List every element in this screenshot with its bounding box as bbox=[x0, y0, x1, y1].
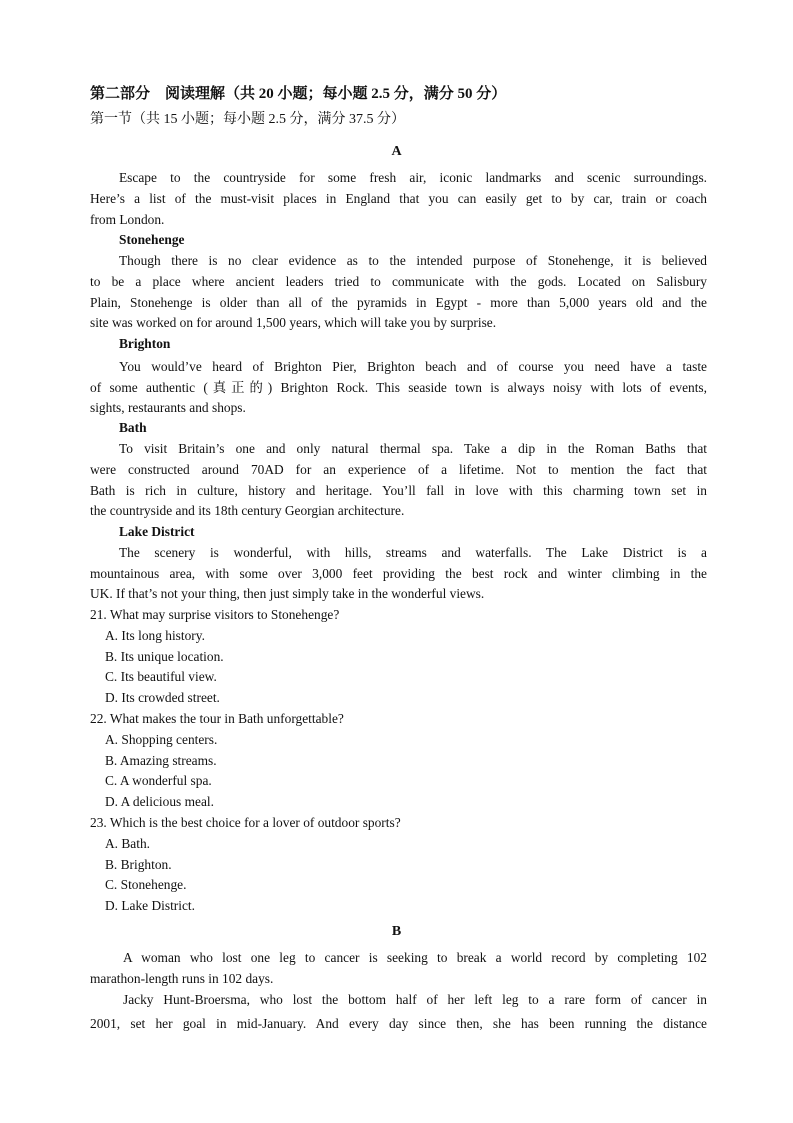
question-23-option-d: D. Lake District. bbox=[105, 898, 195, 913]
question-23-option-b: B. Brighton. bbox=[105, 857, 172, 872]
paragraph-line: Though there is no clear evidence as to the intended purpose of Stonehenge, it is believed bbox=[119, 253, 707, 268]
question-23-stem: 23. Which is the best choice for a lover of outdoor sports? bbox=[90, 815, 401, 830]
paragraph-line: marathon-length runs in 102 days. bbox=[90, 971, 274, 986]
question-21-option-a: A. Its long history. bbox=[105, 628, 205, 643]
passage-a-letter: A bbox=[391, 144, 402, 159]
question-23-option-c: C. Stonehenge. bbox=[105, 877, 187, 892]
question-22-option-c: C. A wonderful spa. bbox=[105, 773, 212, 788]
paragraph-line: 2001, set her goal in mid-January. And every day since then, she has been running the distance bbox=[90, 1016, 707, 1031]
paragraph-line: A woman who lost one leg to cancer is seeking to break a world record by completing 102 bbox=[123, 950, 707, 965]
paragraph-line: UK. If that’s not your thing, then just simply take in the wonderful views. bbox=[90, 586, 485, 601]
part-title: 第二部分 阅读理解（共 20 小题；每小题 2.5 分，满分 50 分） bbox=[90, 86, 507, 102]
paragraph-line: To visit Britain’s one and only natural thermal spa. Take a dip in the Roman Baths that bbox=[119, 441, 707, 456]
question-21-option-c: C. Its beautiful view. bbox=[105, 669, 217, 684]
passage-b-letter: B bbox=[391, 924, 402, 939]
question-22-option-a: A. Shopping centers. bbox=[105, 732, 218, 747]
intro-line: from London. bbox=[90, 212, 165, 227]
paragraph-line: sights, restaurants and shops. bbox=[90, 400, 246, 415]
paragraph-line: Plain, Stonehenge is older than all of the pyramids in Egypt - more than 5,000 years old and the bbox=[90, 295, 707, 310]
section-heading-bath: Bath bbox=[119, 420, 147, 435]
section-heading-brighton: Brighton bbox=[119, 336, 171, 351]
paragraph-line: were constructed around 70AD for an experience of a lifetime. Not to mention the fact that bbox=[90, 462, 707, 477]
paragraph-line: site was worked on for around 1,500 years, which will take you by surprise. bbox=[90, 315, 497, 330]
intro-line: Here’s a list of the must-visit places in England that you can easily get to by car, train or coach bbox=[90, 191, 707, 206]
question-21-stem: 21. What may surprise visitors to Stonehenge? bbox=[90, 607, 340, 622]
paragraph-line: to be a place where ancient leaders tried to communicate with the gods. Located on Salisbury bbox=[90, 274, 707, 289]
paragraph-line: the countryside and its 18th century Georgian architecture. bbox=[90, 503, 405, 518]
question-21-option-b: B. Its unique location. bbox=[105, 649, 224, 664]
paragraph-line: Bath is rich in culture, history and heritage. You’ll fall in love with this charming town set in bbox=[90, 483, 707, 498]
section-heading-stonehenge: Stonehenge bbox=[119, 232, 185, 247]
intro-line: Escape to the countryside for some fresh air, iconic landmarks and scenic surroundings. bbox=[119, 170, 707, 185]
paragraph-line: mountainous area, with some over 3,000 feet providing the best rock and winter climbing in the bbox=[90, 566, 707, 581]
question-21-option-d: D. Its crowded street. bbox=[105, 690, 220, 705]
paragraph-line: The scenery is wonderful, with hills, streams and waterfalls. The Lake District is a bbox=[119, 545, 707, 560]
question-22-stem: 22. What makes the tour in Bath unforgettable? bbox=[90, 711, 344, 726]
paragraph-line: of some authentic (真正的) Brighton Rock. This seaside town is always noisy with lots of events, bbox=[90, 380, 707, 395]
question-22-option-b: B. Amazing streams. bbox=[105, 753, 217, 768]
paragraph-line: Jacky Hunt-Broersma, who lost the bottom half of her left leg to a rare form of cancer in bbox=[123, 992, 707, 1007]
question-22-option-d: D. A delicious meal. bbox=[105, 794, 214, 809]
question-23-option-a: A. Bath. bbox=[105, 836, 151, 851]
section-title: 第一节（共 15 小题；每小题 2.5 分，满分 37.5 分） bbox=[90, 112, 405, 127]
section-heading-lake-district: Lake District bbox=[119, 524, 195, 539]
paragraph-line: You would’ve heard of Brighton Pier, Brighton beach and of course you need have a taste bbox=[119, 359, 707, 374]
